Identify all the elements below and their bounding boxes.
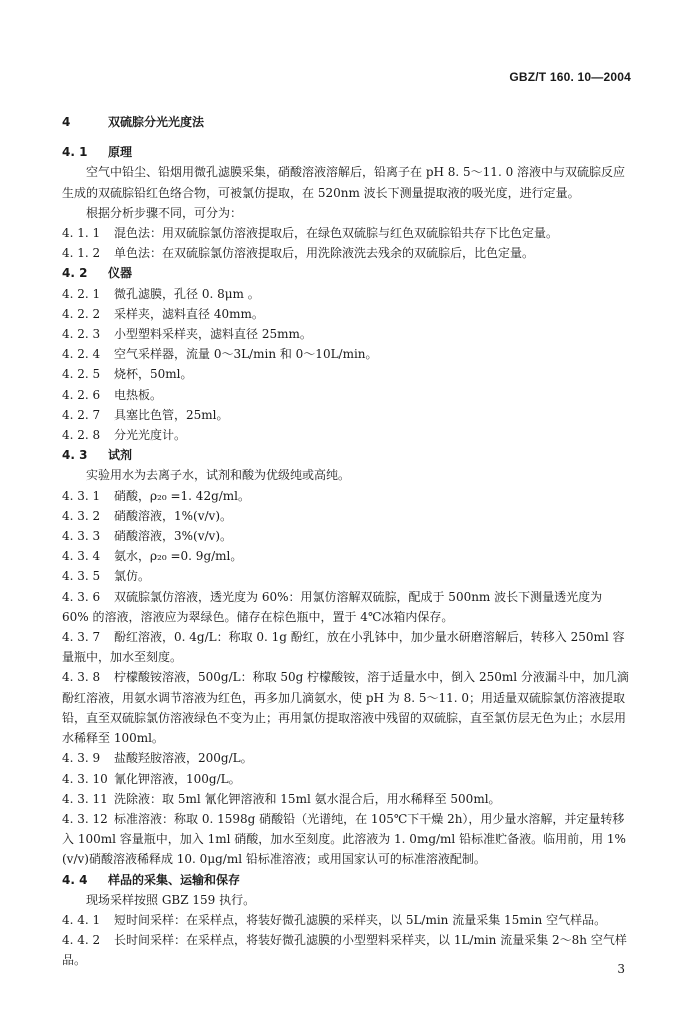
clause-text: 酚红溶液，0. 4g/L：称取 0. 1g 酚红，放在小乳钵中，加少量水研磨溶解后，转移入 250ml 容量瓶中，加水至刻度。 [62,630,625,665]
clause-text: 氨水，ρ₂₀ =0. 9g/ml。 [114,549,243,564]
clause-number: 4. 4. 2 [62,933,101,948]
page-number: 3 [617,962,625,976]
clause-text: 盐酸羟胺溶液，200g/L。 [114,751,253,766]
clause-number: 4. 3. 6 [62,589,101,604]
clause-text: 烧杯，50ml。 [114,367,193,382]
clause-number: 4. 3. 12 [62,811,108,826]
clause [62,769,632,789]
subsection-title: 试剂 [108,448,133,463]
clause-text: 洗除液：取 5ml 氰化钾溶液和 15ml 氨水混合后，用水稀释至 500ml。 [114,791,501,806]
clause [62,566,632,586]
clause-number: 4. 2. 8 [62,428,101,443]
clause-number: 4. 2. 3 [62,327,101,342]
clause [62,284,632,304]
clause [62,546,632,566]
clause-text: 电热板。 [114,387,163,402]
document-body [62,112,632,971]
section-number: 4 [62,115,71,129]
clause-number: 4. 3. 5 [62,569,101,584]
subsection-title: 仪器 [108,266,133,281]
clause [62,324,632,344]
clause-text: 长时间采样：在采样点，将装好微孔滤膜的小型塑料采样夹，以 1L/min 流量采集 2～8h 空气样品。 [62,933,627,968]
clause-text: 混色法：用双硫腙氯仿溶液提取后，在绿色双硫腙与红色双硫腙铅共存下比色定量。 [114,226,559,241]
clause-text: 小型塑料采样夹，滤料直径 25mm。 [114,327,312,342]
clause-number: 4. 2. 1 [62,286,101,301]
paragraph: 空气中铅尘、铅烟用微孔滤膜采集，硝酸溶液溶解后，铅离子在 pH 8. 5～11. 0 溶液中与双硫腙反应生成的双硫腙铅红色络合物，可被氯仿提取，在 520nm 波长下测量提取液的吸光度，进行定量。 [62,165,626,200]
clause-number: 4. 3. 11 [62,791,108,806]
clause-text: 微孔滤膜，孔径 0. 8μm 。 [114,286,260,301]
clause-number: 4. 2. 2 [62,306,101,321]
clause-number: 4. 3. 1 [62,488,101,503]
clause [62,486,632,506]
clause-text: 短时间采样：在采样点，将装好微孔滤膜的采样夹，以 5L/min 流量采集 15min 空气样品。 [114,912,607,927]
clause [62,223,632,243]
clause-text: 柠檬酸铵溶液，500g/L：称取 50g 柠檬酸铵，溶于适量水中，倒入 250ml 分液漏斗中，加几滴酚红溶液，用氨水调节溶液为红色，再多加几滴氨水，使 pH 为 8. 5～11. 0；用适量双硫腙氯仿溶液提取铅，直至双硫腙氯仿溶液绿色不变为止；再用氯仿提取溶液中残留的双硫腙，直至氯仿层无色为止；水层用水稀释至 100ml。 [62,670,629,746]
clause-text: 采样夹，滤料直径 40mm。 [114,306,264,321]
subsection-number: 4. 3 [62,448,88,463]
clause-text: 硝酸，ρ₂₀ =1. 42g/ml。 [114,488,251,503]
standard-code: GBZ/T 160. 10—2004 [509,70,631,84]
clause-number: 4. 3. 4 [62,549,101,564]
clause-number: 4. 4. 1 [62,912,101,927]
clause-number: 4. 2. 5 [62,367,101,382]
reagents-heading [62,445,632,465]
section-heading [62,112,632,132]
subsection-title: 原理 [108,145,133,160]
clause-text: 硝酸溶液，1%(v/v)。 [114,508,233,523]
clause [62,405,632,425]
clause-number: 4. 3. 7 [62,630,101,645]
clause-text: 氯仿。 [114,569,151,584]
clause-number: 4. 3. 2 [62,508,101,523]
clause-number: 4. 1. 1 [62,226,101,241]
clause-number: 4. 3. 9 [62,751,101,766]
clause-number: 4. 3. 10 [62,771,108,786]
clause-number: 4. 3. 8 [62,670,101,685]
clause [62,789,632,809]
clause [62,930,632,970]
clause [62,385,632,405]
clause-number: 4. 2. 6 [62,387,101,402]
clause [62,627,632,667]
clause [62,304,632,324]
clause [62,364,632,384]
clause-text: 双硫腙氯仿溶液，透光度为 60%：用氯仿溶解双硫腙，配成于 500nm 波长下测量透光度为 60% 的溶液，溶液应为翠绿色。储存在棕色瓶中，置于 4℃冰箱内保存。 [62,589,603,624]
subsection-number: 4. 4 [62,872,88,887]
paragraph: 根据分析步骤不同，可分为： [86,205,243,220]
clause [62,425,632,445]
instruments-heading [62,263,632,283]
subsection-number: 4. 2 [62,266,88,281]
section-title: 双硫腙分光光度法 [108,115,205,129]
clause [62,748,632,768]
sampling-heading [62,870,632,890]
clause [62,344,632,364]
clause [62,910,632,930]
clause [62,506,632,526]
paragraph: 实验用水为去离子水，试剂和酸为优级纯或高纯。 [86,468,351,483]
clause [62,587,632,627]
paragraph: 现场采样按照 GBZ 159 执行。 [86,892,256,907]
principle-heading [62,142,632,162]
clause [62,809,632,870]
clause [62,526,632,546]
clause [62,667,632,748]
clause-text: 空气采样器，流量 0～3L/min 和 0～10L/min。 [114,347,378,362]
clause-text: 标准溶液：称取 0. 1598g 硝酸铅（光谱纯，在 105℃下干燥 2h），用少量水溶解，并定量转移入 100ml 容量瓶中，加入 1ml 硝酸，加水至刻度。此溶液为 1. 0mg/ml 铅标准贮备液。临用前，用 1%(v/v)硝酸溶液稀释成 10. 0μg/ml 铅标准溶液；或用国家认可的标准溶液配制。 [62,811,626,867]
subsection-title: 样品的采集、运输和保存 [108,872,241,887]
subsection-number: 4. 1 [62,145,88,160]
clause-text: 氰化钾溶液，100g/L。 [114,771,241,786]
clause-number: 4. 2. 7 [62,407,101,422]
clause-text: 具塞比色管，25ml。 [114,407,229,422]
clause-number: 4. 3. 3 [62,529,101,544]
clause-number: 4. 2. 4 [62,347,101,362]
clause-text: 分光光度计。 [114,428,187,443]
clause [62,243,632,263]
clause-number: 4. 1. 2 [62,246,101,261]
clause-text: 硝酸溶液，3%(v/v)。 [114,529,233,544]
clause-text: 单色法：在双硫腙氯仿溶液提取后，用洗除液洗去残余的双硫腙后，比色定量。 [114,246,535,261]
